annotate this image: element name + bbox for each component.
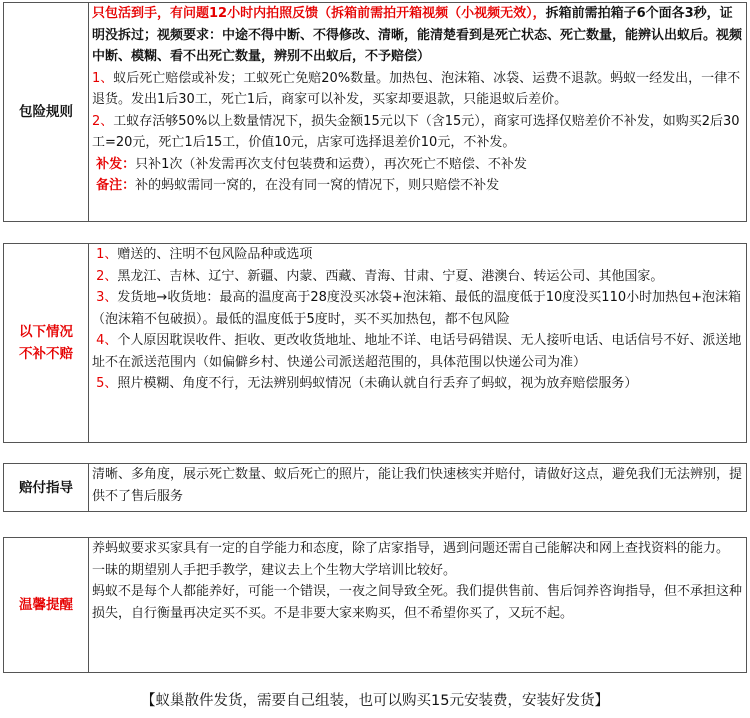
footer-notice: 【蚁巢散件发货，需要自己组装，也可以购买15元安装费，安装好发货】 xyxy=(141,693,609,709)
rule-number: 1、 xyxy=(92,70,114,86)
exclusion-text: 赠送的、注明不包风险品种或选项 xyxy=(117,247,313,262)
supplement-text: 只补1次（补发需再次支付包装费和运费），再次死亡不赔偿、不补发 xyxy=(135,156,527,172)
exclusions-heading-line-1: 以下情况 xyxy=(19,324,73,340)
compensation-guide-text: 清晰、多角度，展示死亡数量、蚁后死亡的照片，能让我们快速核实并赔付，请做好这点，避免我们无法辨别，提供不了售后服务 xyxy=(92,467,743,504)
exclusion-text: 个人原因耽误收件、拒收、更改收货地址、地址不详、电话号码错误、无人接听电话、电话信号不好、派送地址不在派送范围内（如偏僻乡村、快递公司派送超范围的，具体范围以快递公司为准） xyxy=(92,333,742,370)
exclusion-text: 黑龙江、吉林、辽宁、新疆、内蒙、西藏、青海、甘肃、宁夏、港澳台、转运公司、其他国家。 xyxy=(117,268,664,284)
rule-text: 蚁后死亡赔偿或补发；工蚁死亡免赔20%数量。加热包、泡沫箱、冰袋、运费不退款。蚂蚁一经发出，一律不退货。发出1后30工，死亡1后，商家可以补发，买家却要退款，只能退蚁后差价。 xyxy=(92,70,741,107)
supplement-label: 补发： xyxy=(96,156,136,172)
warm-tips-block xyxy=(3,537,747,673)
exclusion-text: 照片模糊、角度不行，无法辨别蚂蚁情况（未确认就自行丢弃了蚂蚁，视为放弃赔偿服务） xyxy=(117,376,638,391)
exclusion-item xyxy=(92,330,744,373)
rule-number: 2、 xyxy=(92,113,114,129)
rule-text: 工蚁存活够50%以上数量情况下，损失金额15元以下（含15元），商家可选择仅赔差价不补发，如购买2后30工=20元，死亡1后15工，价值10元，店家可选择退差价10元，不补发。 xyxy=(92,113,740,150)
exclusion-number: 2、 xyxy=(96,268,118,284)
insurance-rules-heading: 包险规则 xyxy=(4,3,89,222)
insurance-intro xyxy=(92,3,744,68)
insurance-rules-content xyxy=(89,3,747,222)
compensation-guide-block xyxy=(3,463,747,512)
exclusions-content xyxy=(89,244,747,443)
exclusion-item xyxy=(92,287,744,330)
exclusions-block xyxy=(3,243,747,443)
warm-tips-paragraph: 一昧的期望别人手把手教学，建议去上个生物大学培训比较好。 xyxy=(92,562,457,578)
exclusion-text: 发货地→收货地：最高的温度高于28度没买冰袋+泡沫箱、最低的温度低于10度没买110小时加热包+泡沫箱（泡沫箱不包破损）。最低的温度低于5度时，买不买加热包，都不包风险 xyxy=(92,290,741,327)
exclusion-item xyxy=(92,266,744,288)
insurance-supplement xyxy=(92,154,744,176)
insurance-intro-red: 只包活到手，有问题12小时内拍照反馈（拆箱前需拍开箱视频（小视频无效）， xyxy=(92,6,546,21)
exclusion-item xyxy=(92,244,744,266)
note-text: 补的蚂蚁需同一窝的，在没有同一窝的情况下，则只赔偿不补发 xyxy=(135,178,500,193)
exclusions-heading-line-2: 不补不赔 xyxy=(19,346,73,362)
insurance-rule-2 xyxy=(92,111,744,154)
insurance-rule-1 xyxy=(92,68,744,111)
exclusion-number: 4、 xyxy=(96,333,118,348)
exclusion-number: 3、 xyxy=(96,290,118,305)
exclusion-number: 5、 xyxy=(96,376,118,391)
warm-tips-paragraph: 蚂蚁不是每个人都能养好，可能一个错误，一夜之间导致全死。我们提供售前、售后饲养咨询指导，但不承担这种损失，自行衡量再决定买不买。不是非要大家来购买，但不希望你买了，又玩不起。 xyxy=(92,584,743,621)
warm-tips-heading: 温馨提醒 xyxy=(4,538,89,673)
insurance-note xyxy=(92,175,744,197)
insurance-intro-black: 拆箱前需拍箱子6个面各3秒，证明没拆过；视频要求：中途不得中断、不得修改、清晰，能清楚看到是死亡状态、死亡数量，能辨认出蚁后。视频中断、模糊、看不出死亡数量，辨别不出蚁后，不予赔偿） xyxy=(92,6,743,64)
warm-tips-paragraph: 养蚂蚁要求买家具有一定的自学能力和态度，除了店家指导，遇到问题还需自己能解决和网上查找资料的能力。 xyxy=(92,541,730,556)
exclusion-item xyxy=(92,373,744,395)
insurance-rules-block xyxy=(3,2,747,222)
note-label: 备注： xyxy=(96,178,136,193)
exclusion-number: 1、 xyxy=(96,247,118,262)
compensation-guide-heading: 赔付指导 xyxy=(4,464,89,512)
warm-tips-content xyxy=(89,538,747,673)
exclusions-heading xyxy=(4,244,89,443)
compensation-guide-content xyxy=(89,464,747,512)
